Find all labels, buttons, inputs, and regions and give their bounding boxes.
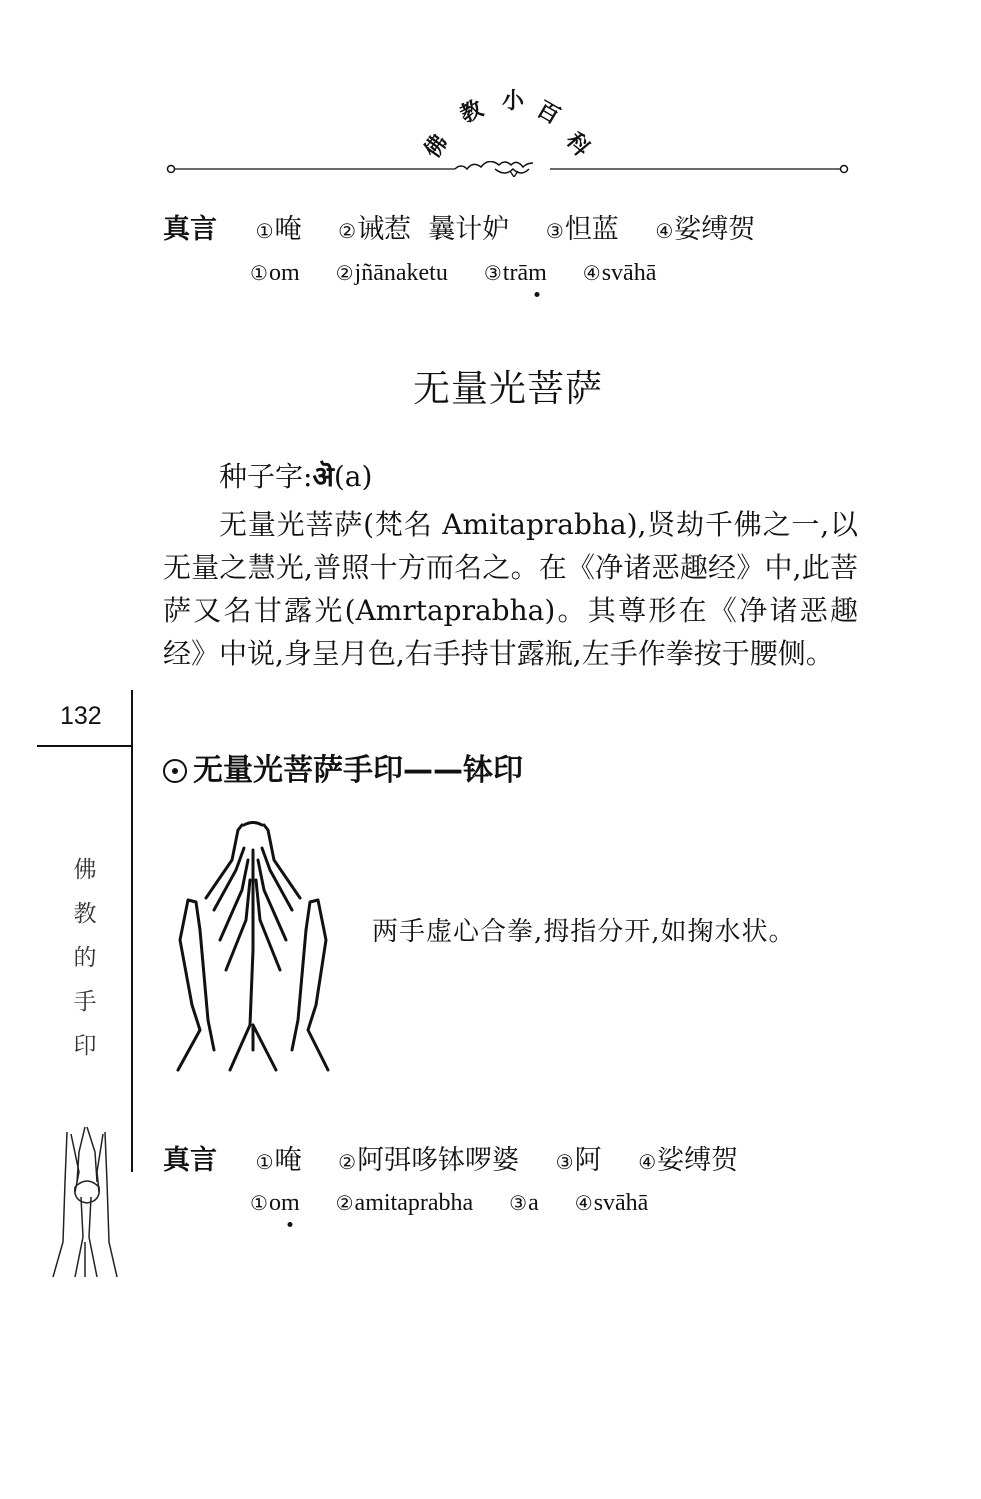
mantra-item: ①唵 (255, 214, 302, 245)
roman-item: ②jñānaketu (335, 260, 448, 286)
mantra-item: ④娑缚贺 (655, 214, 756, 245)
series-title-char: 百 (532, 96, 564, 130)
header-ornament-rule (165, 161, 850, 177)
bottom-mantra-chinese (163, 1138, 766, 1177)
margin-mudra-illustration (45, 1112, 125, 1282)
roman-item: ③a (509, 1190, 539, 1216)
mantra-item: ④娑缚贺 (638, 1145, 739, 1176)
mantra-item: ③阿 (555, 1145, 602, 1176)
series-title-char: 小 (502, 89, 525, 114)
page-number: 132 (60, 702, 102, 730)
roman-item: ③trām (483, 260, 547, 286)
roman-item: ④svāhā (582, 260, 657, 286)
paragraph-text: 无量光菩萨(梵名 Amitaprabha),贤劫千佛之一,以无量之慧光,普照十方而名之。在《净诸恶趣经》中,此菩萨又名甘露光(Amrtaprabha)。其尊形在《净诸恶趣经》中说,身呈月色,右手持甘露瓶,左手作拳按于腰侧。 (163, 508, 858, 670)
seed-label: 种子字: (219, 460, 313, 493)
gesture-heading: 无量光菩萨手印——钵印 (163, 745, 523, 789)
circled-dot-icon (163, 759, 187, 783)
margin-horizontal-rule (37, 745, 132, 747)
roman-item: ④svāhā (574, 1190, 649, 1216)
seed-syllable-line (219, 455, 372, 495)
top-mantra-chinese (163, 207, 783, 246)
roman-item: ①om (250, 260, 300, 286)
margin-vertical-rule (131, 690, 133, 1172)
section-title: 无量光菩萨 (413, 367, 603, 410)
mantra-label: 真言 (163, 214, 217, 245)
roman-item: ①om (250, 1190, 300, 1216)
mantra-item: ②阿弭哆钵啰婆 (338, 1145, 520, 1176)
series-title-char: 科 (560, 128, 595, 162)
seed-roman: (a) (333, 460, 373, 493)
seed-glyph: ऄ (312, 460, 334, 493)
margin-book-title: 佛 教 的 手 印 (73, 857, 97, 1059)
bottom-mantra-roman (250, 1190, 678, 1217)
mantra-item: ①唵 (255, 1145, 302, 1176)
body-paragraph (163, 503, 858, 675)
mantra-label: 真言 (163, 1145, 217, 1176)
series-title-char: 佛 (420, 130, 454, 163)
mudra-illustration-hands (170, 820, 340, 1075)
roman-item: ②amitaprabha (335, 1190, 474, 1216)
mantra-item: ③怛蓝 (545, 214, 619, 245)
top-mantra-roman (250, 260, 686, 287)
gesture-description: 两手虚心合拳,拇指分开,如掬水状。 (372, 917, 796, 947)
series-title-char: 教 (456, 96, 488, 129)
mantra-item: ②诫惹 曩计妒 (338, 214, 510, 245)
